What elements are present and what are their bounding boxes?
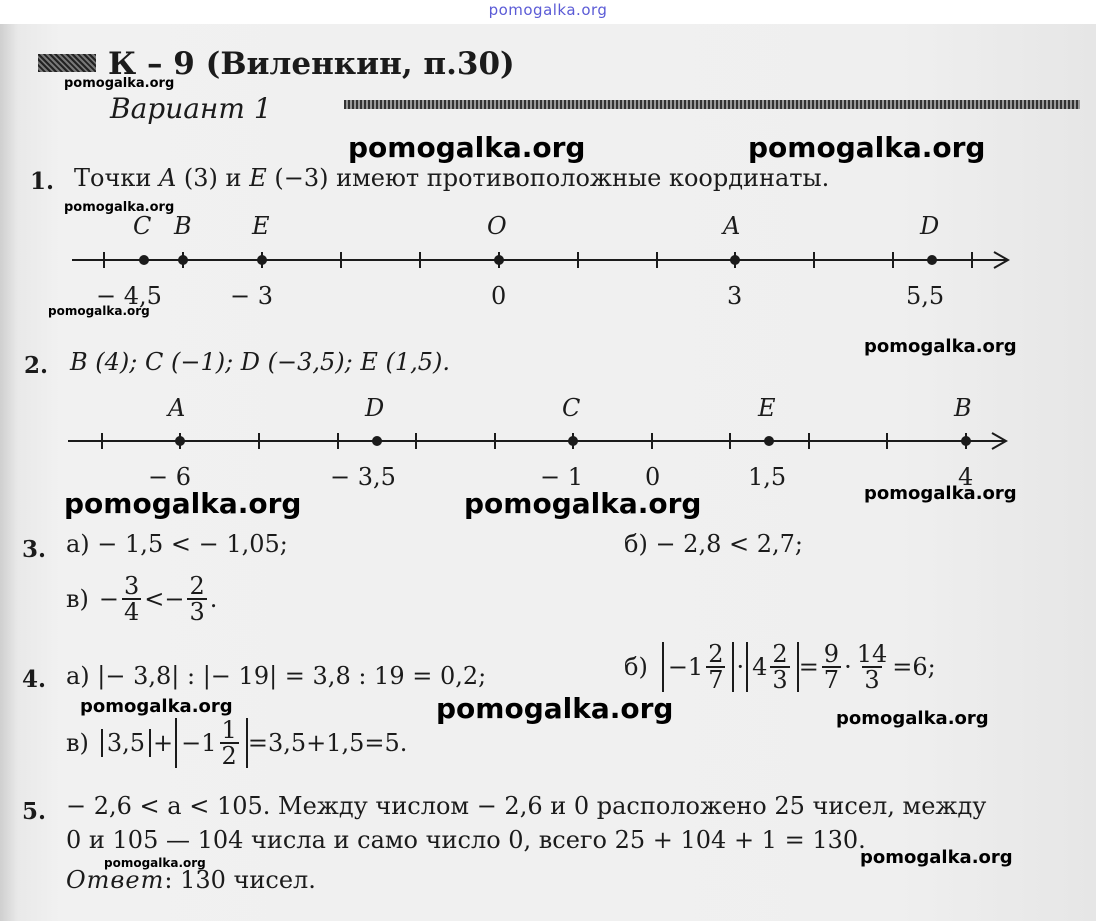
watermark: pomogalka.org [64,76,175,91]
task4-part-c: в) 3,5 + −1 $\frac{1}{2}$ =3,5+1,5=5. [66,716,408,770]
task-number: 4. [22,666,47,693]
point-b [961,436,971,446]
watermark: pomogalka.org [64,200,175,215]
task3-part-b: б) − 2,8 < 2,7; [624,530,803,558]
task2-statement: B (4); C (−1); D (−3,5); E (1,5). [70,348,451,376]
task-number: 3. [22,536,47,563]
watermark: pomogalka.org [836,708,989,729]
axis2-value: 1,5 [748,463,787,491]
watermark: pomogalka.org [748,131,986,164]
task5-line-1: − 2,6 < a < 105. Между числом − 2,6 и 0 расположено 25 чисел, между [66,792,987,820]
axis1-value: 5,5 [906,282,945,310]
axis2-label-e: E [758,394,776,422]
axis1-label-o: O [487,212,507,240]
task3-part-a: а) − 1,5 < − 1,05; [66,530,288,558]
axis1-value: 3 [727,282,743,310]
watermark: pomogalka.org [48,304,150,318]
point-a [175,436,185,446]
task-number: 1. [30,168,55,195]
axis2-label-a: A [168,394,186,422]
axis2-value: − 1 [540,463,584,491]
axis2-value: − 6 [148,463,192,491]
watermark: pomogalka.org [436,692,674,725]
task4-part-b: б) −1 $\frac{2}{7}$ · 4 $\frac{2}{3}$ = $\frac{9}{7}$ · $\frac{14}{3}$ =6; [624,640,936,694]
axis2-label-c: C [562,394,581,422]
axis1-label-c: C [133,212,152,240]
axis2-label-d: D [365,394,385,422]
task3-part-c: в) − $\frac{3}{4}$ < − $\frac{2}{3}$ . [66,572,218,626]
task-number: 2. [24,352,49,379]
axis2-value: 4 [958,463,974,491]
site-url-top[interactable]: pomogalka.org [488,1,608,19]
variant-heading: Вариант 1 [110,92,272,125]
watermark: pomogalka.org [104,856,206,870]
axis1-value: − 3 [230,282,274,310]
task5-line-2: 0 и 105 — 104 числа и само число 0, всего 25 + 104 + 1 = 130. [66,826,866,854]
watermark: pomogalka.org [348,131,586,164]
watermark: pomogalka.org [80,696,233,717]
axis1-label-a: A [723,212,741,240]
page-title: К – 9 (Виленкин, п.30) [108,46,515,82]
axis1-value: 0 [491,282,507,310]
watermark: pomogalka.org [860,847,1013,868]
axis2-label-b: B [954,394,972,422]
watermark: pomogalka.org [864,483,1017,504]
axis2-value: 0 [645,463,661,491]
watermark: pomogalka.org [464,487,702,520]
axis1-label-e: E [252,212,270,240]
task4-part-a: а) |− 3,8| : |− 19| = 3,8 : 19 = 0,2; [66,662,487,690]
axis1-value: − 4,5 [96,282,162,310]
point-c [568,436,578,446]
watermark: pomogalka.org [64,487,302,520]
task-number: 5. [22,798,47,825]
axis2-value: − 3,5 [330,463,396,491]
task5-answer: Ответ: 130 чисел. [66,866,316,894]
point-e [764,436,774,446]
axis1-label-b: B [174,212,192,240]
task1-statement: Точки A (3) и E (−3) имеют противоположные координаты. [74,164,830,192]
axis1-label-d: D [920,212,940,240]
watermark: pomogalka.org [864,336,1017,357]
point-d [372,436,382,446]
